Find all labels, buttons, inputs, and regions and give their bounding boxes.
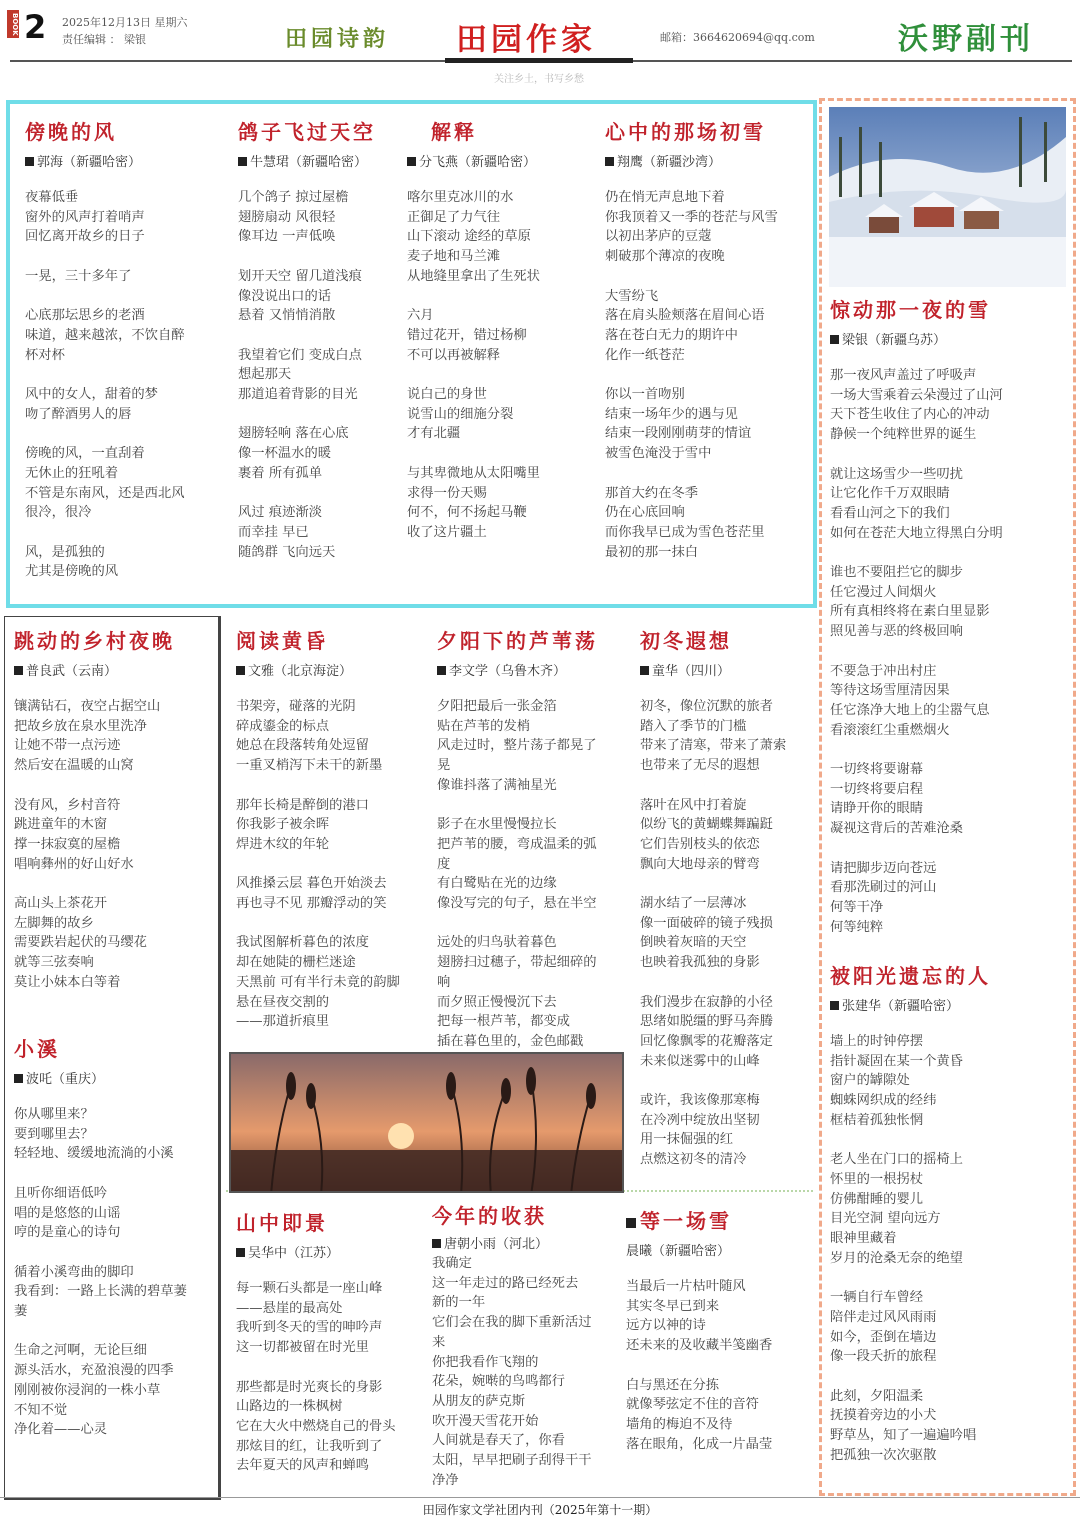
poem-p1 (25, 116, 215, 582)
poem-title: 小溪 (14, 1037, 60, 1061)
poem-body: 喀尔里克冰川的水 正御足了力气往 山下滚动 途经的草原 麦子地和马兰滩 从地缝里拿出了生死状 六月 错过花开，错过杨柳 不可以再被解释 说白己的身世 说雪山的细施分裂 才有北疆 与其卑微地从太阳嘴里 求得一份天赐 何不，何不扬起马鞭 收了这片疆土 (407, 190, 540, 540)
poem-body: 当最后一片枯叶随风 其实冬早已到来 远方以神的诗 还未来的及收藏半笺幽香 白与黑还在分拣 就像琴弦定不住的音符 墙角的梅迫不及待 落在眼角，化成一片晶莹 (626, 1279, 773, 1452)
footer-rule (0, 1497, 1080, 1498)
poem-title-text: 等一场雪 (640, 1209, 732, 1233)
poem-body: 我确定 这一年走过的路已经死去 新的一年 它们会在我的脚下重新活过 来 你把我看作飞翔的 花朵，婉啭的鸟鸣都行 从朋友的萨克斯 吹开漫天雪花开始 人间就是春天了，你看 太阳，早早把刷子刮得干干 净净 (432, 1256, 592, 1488)
poem-title: 鸽子飞过天空 (238, 120, 376, 144)
poem-author (640, 660, 815, 679)
poem-body: 仍在悄无声息地下着 你我顶着又一季的苍茫与风雪 以初出茅庐的豆蔻 刺破那个薄凉的夜晚 大雪纷飞 落在肩头脸颊落在眉间心语 落在苍白无力的期许中 化作一纸苍茫 你以一首吻别 结束一场年少的遇与见 结束一段刚刚萌芽的情谊 被雪色淹没于雪中 那首大约在冬季 仍在心底回响 而你我早已成为雪色苍茫里 最初的那一抹白 (605, 190, 778, 560)
poem-author (605, 151, 810, 170)
author-name: 唐朝小雨（河北） (444, 1237, 549, 1252)
poem-title: 今年的收获 (432, 1204, 547, 1228)
masthead-title: 田园作家 (456, 22, 596, 58)
poem-body: 镶满钻石，夜空占据空山 把故乡放在泉水里洗净 让她不带一点污迹 然后安在温暖的山窝 没有风，乡村音符 跳进童年的木窗 撑一抹寂寞的屋檐 唱响彝州的好山好水 高山头上茶花开 左脚舞的故乡 需要跌岩起伏的马缨花 就等三弦奏响 莫让小妹本白等着 (14, 699, 161, 990)
poem-author (407, 151, 587, 170)
issue-date: 2025年12月13日 星期六 (62, 16, 188, 29)
poem-p14 (830, 960, 1070, 1465)
poem-body: 夕阳把最后一张金箔 贴在芦苇的发梢 风走过时，整片荡子都晃了 晃 像谁抖落了满袖星光 影子在水里慢慢拉长 把芦苇的腰，弯成温柔的弧 度 有白鹭贴在光的边缘 像没写完的句子，悬在半空 远处的归鸟驮着暮色 翅膀扫过穗子，带起细碎的 响 而夕照正慢慢沉下去 把每一根芦苇，都变成 插在暮色里的，金色邮戳 (437, 699, 597, 1049)
poem-p7 (236, 625, 426, 1032)
poem-title: 初冬遐想 (640, 629, 732, 653)
author-marker-icon (605, 157, 614, 166)
author-name: 李文学（乌鲁木齐） (449, 664, 567, 679)
poem-p3 (407, 116, 587, 543)
poem-author (238, 151, 408, 170)
poem-title: 阅读黄昏 (236, 629, 328, 653)
author-name: 波吒（重庆） (26, 1072, 105, 1087)
poem-p10 (236, 1207, 426, 1476)
poem-title: 山中即景 (236, 1211, 328, 1235)
contact-email: 邮箱：3664620694@qq.com (660, 31, 815, 44)
poem-body: 你从哪里来？ 要到哪里去？ 轻轻地、缓缓地流淌的小溪 且听你细语低吟 唱的是悠悠的山谣 哼的是童心的诗句 循着小溪弯曲的脚印 我看到：一路上长满的碧草萋 萋 生命之河啊，无论巨细 源头活水，充盈浪漫的四季 刚刚被你浸润的一株小草 不知不觉 净化着——心灵 (14, 1107, 187, 1438)
poem-author (236, 660, 426, 679)
author-name: 分飞燕（新疆哈密） (419, 155, 537, 170)
author-marker-icon (640, 666, 649, 675)
poem-body: 书架旁，碰落的光阴 碎成鎏金的标点 她总在段落转角处逗留 一重叉梢泻下未干的新墨 那年长椅是醉倒的港口 你我影子被余晖 焊进木纹的年轮 风推搡云层 暮色开始淡去 再也寻不见 那瓣浮动的笑 我试图解析暮色的浓度 却在她陡的栅栏迷途 天黑前 可有半行未竟的韵脚 悬在昼夜交割的 ——那道折痕里 (236, 699, 400, 1030)
poem-p9 (640, 625, 815, 1170)
poem-p13 (830, 294, 1070, 937)
poem-author (14, 1068, 214, 1087)
poem-title: 傍晚的风 (25, 120, 117, 144)
author-name: 吴华中（江苏） (248, 1246, 340, 1261)
poem-author (830, 995, 1070, 1014)
poem-p11 (432, 1200, 618, 1490)
author-marker-icon (238, 157, 247, 166)
author-marker-icon (830, 335, 839, 344)
poem-body: 几个鸽子 掠过屋檐 翅膀扇动 风很轻 像耳边 一声低唤 划开天空 留几道浅痕 像没说出口的话 悬着 又悄悄消散 我望着它们 变成白点 想起那天 那道追着背影的目光 翅膀轻响 落在心底 像一杯温水的暖 裹着 所有孤单 风过 痕迹渐淡 而幸挂 早已 随鸽群 飞向远天 (238, 190, 362, 560)
poem-title: 心中的那场初雪 (605, 120, 766, 144)
poem-body: 墙上的时钟停摆 指针凝固在某一个黄昏 窗户的罅隙处 蜘蛛网织成的经纬 框桔着孤独怅惘 老人坐在门口的摇椅上 怀里的一根拐杖 仿佛酣睡的婴儿 目光空洞 望向远方 眼神里藏着 岁月的沧桑无奈的绝望 一辆自行车曾经 陪伴走过风风雨雨 如今，歪倒在墙边 像一段夭折的旅程 此刻，夕阳温柔 抚摸着旁边的小犬 野草丛，知了一遍遍吟唱 把孤独一次次驱散 (830, 1034, 977, 1463)
author-marker-icon (14, 1074, 23, 1083)
author-marker-icon (830, 1001, 839, 1010)
page-header (0, 0, 1080, 95)
poem-p12 (626, 1205, 806, 1454)
poem-title: 惊动那一夜的雪 (830, 298, 991, 322)
poem-author: 晨曦（新疆哈密） (626, 1244, 731, 1259)
sunset-reeds-photo (229, 1052, 624, 1193)
author-marker-icon (407, 157, 416, 166)
poem-p6 (14, 1033, 214, 1440)
author-name: 文雅（北京海淀） (248, 664, 353, 679)
poem-author (830, 329, 1070, 348)
author-marker-icon (25, 157, 34, 166)
author-marker-icon (437, 666, 446, 675)
author-name: 牛慧珺（新疆哈密） (250, 155, 368, 170)
masthead-underline (445, 58, 633, 63)
poem-body: 每一颗石头都是一座山峰 ——悬崖的最高处 我听到冬天的雪的呻吟声 这一切都被留在时光里 那些都是时光爽长的身影 山路边的一株枫树 它在大火中燃烧自己的骨头 那炫目的红，让我听到了 去年夏天的风声和蝉鸣 (236, 1281, 396, 1474)
editor-credit: 责任编辑 ： 梁银 (62, 33, 146, 46)
author-name: 梁银（新疆乌苏） (842, 333, 947, 348)
author-name: 张建华（新疆哈密） (842, 999, 960, 1014)
poem-body: 初冬，像位沉默的旅者 踏入了季节的门槛 带来了清寒，带来了萧索 也带来了无尽的遐想 落叶在风中打着旋 似纷飞的黄蝴蝶舞蹁跹 它们告别枝头的依恋 飘向大地母亲的臂弯 湖水结了一层薄冰 像一面破碎的镜子残损 倒映着灰暗的天空 也映着我孤独的身影 我们漫步在寂静的小径 思绪如脱缰的野马奔腾 回忆像飘零的花瓣落定 未来似迷雾中的山峰 或许，我该像那寒梅 在冷冽中绽放出坚韧 用一抹倔强的红 点燃这初冬的清冷 (640, 699, 787, 1168)
poem-title: 被阳光遗忘的人 (830, 964, 991, 988)
poem-p5 (14, 625, 214, 993)
author-name: 郭海（新疆哈密） (37, 155, 142, 170)
section-name: 田园诗韵 (285, 27, 390, 52)
poem-title: 解释 (431, 120, 477, 144)
poem-p8 (437, 625, 622, 1052)
slogan: 关注乡土，书写乡愁 (494, 74, 584, 85)
author-name: 普良武（云南） (26, 664, 118, 679)
footer-text: 田园作家文学社团内刊（2025年第十一期） (422, 1503, 658, 1517)
author-marker-icon (14, 666, 23, 675)
poem-title: 跳动的乡村夜晚 (14, 629, 175, 653)
poem-author (25, 151, 215, 170)
poem-author (437, 660, 622, 679)
snow-village-photo (829, 107, 1066, 287)
poem-title (626, 1205, 806, 1234)
poem-title: 夕阳下的芦苇荡 (437, 629, 598, 653)
supplement-title: 沃野副刊 (898, 22, 1034, 57)
author-marker-icon (432, 1239, 441, 1248)
author-name: 翔鹰（新疆沙湾） (617, 155, 722, 170)
poem-author (14, 660, 214, 679)
poem-p2 (238, 116, 408, 562)
poem-body: 夜幕低垂 窗外的风声打着哨声 回忆离开故乡的日子 一晃，三十多年了 心底那坛思乡的老酒 味道，越来越浓，不饮自醉 杯对杯 风中的女人，甜着的梦 吻了醉酒男人的唇 傍晚的风，一直刮着 无休止的狂吼着 不管是东南风，还是西北风 很冷，很冷 风，是孤独的 尤其是傍晚的风 (25, 190, 185, 580)
page-tag: BOOK (7, 10, 19, 38)
page-number: 2 (24, 8, 47, 46)
poem-author (432, 1233, 618, 1252)
poem-author (236, 1242, 426, 1261)
author-marker-icon (236, 666, 245, 675)
author-name: 童华（四川） (652, 664, 731, 679)
poem-p4 (605, 116, 810, 562)
title-marker-icon (626, 1218, 636, 1228)
issue-meta (62, 14, 188, 48)
poem-body: 那一夜风声盖过了呼吸声 一场大雪乘着云朵漫过了山河 天下苍生收住了内心的冲动 静候一个纯粹世界的诞生 就让这场雪少一些叨扰 让它化作千万双眼睛 看看山河之下的我们 如何在苍茫大地立得黑白分明 谁也不要阻拦它的脚步 任它漫过人间烟火 所有真相终将在素白里显影 照见善与恶的终极回响 不要急于冲出村庄 等待这场雪厘清因果 任它涤净大地上的尘嚣气息 看滚滚红尘重燃烟火 一切终将要谢幕 一切终将要启程 请睁开你的眼睛 凝视这背后的苦难沧桑 请把脚步迈向苍远 看那洗刷过的河山 何等干净 何等纯粹 (830, 368, 1003, 935)
author-marker-icon (236, 1248, 245, 1257)
